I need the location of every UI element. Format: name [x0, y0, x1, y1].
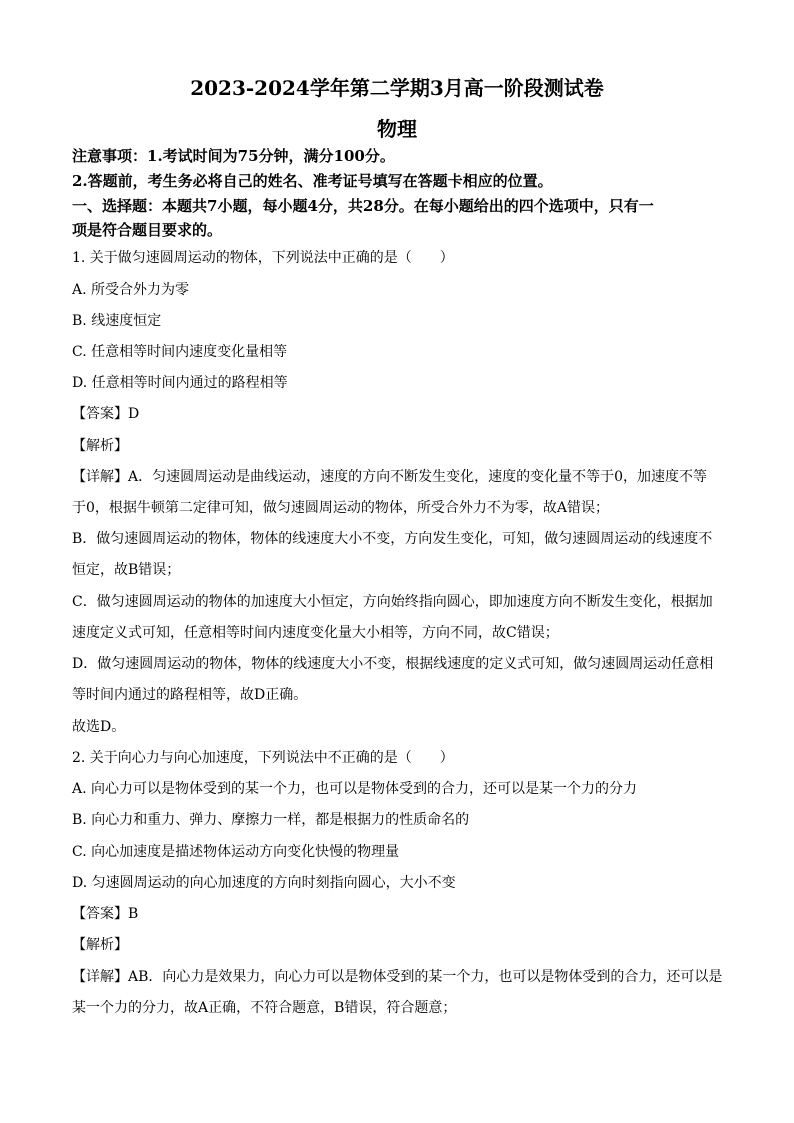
- q2-stem: 2. 关于向心力与向心加速度，下列说法中不正确的是（ ）: [72, 750, 454, 766]
- q1-stem: 1. 关于做匀速圆周运动的物体，下列说法中正确的是（ ）: [72, 250, 454, 266]
- q1-detail-line: 于0，根据牛顿第二定律可知，做匀速圆周运动的物体，所受合外力不为零，故A错误；: [72, 500, 610, 516]
- q2-detail-line: 【详解】AB．向心力是效果力，向心力可以是物体受到的某一个力，也可以是物体受到的合力，还可以是: [72, 969, 723, 985]
- exam-title: 2023-2024学年第二学期3月高一阶段测试卷: [190, 76, 604, 100]
- q1-detail-line: C．做匀速圆周运动的物体的加速度大小恒定，方向始终指向圆心，即加速度方向不断发生变化，根据加: [72, 594, 713, 610]
- q1-option-a: A. 所受合外力为零: [72, 282, 190, 298]
- q1-detail-line: B．做匀速圆周运动的物体，物体的线速度大小不变，方向发生变化，可知，做匀速圆周运动的线速度不: [72, 531, 713, 547]
- q2-answer: 【答案】B: [72, 906, 139, 922]
- q2-option-d: D. 匀速圆周运动的向心加速度的方向时刻指向圆心，大小不变: [72, 875, 456, 891]
- q1-detail-line: D．做匀速圆周运动的物体，物体的线速度大小不变，根据线速度的定义式可知，做匀速圆周运动任意相: [72, 656, 714, 672]
- q1-detail-line: 恒定，故B错误；: [72, 562, 181, 578]
- subject-title: 物理: [377, 117, 417, 141]
- q1-detail-line: 故选D。: [72, 719, 126, 735]
- q2-option-a: A. 向心力可以是物体受到的某一个力，也可以是物体受到的合力，还可以是某一个力的分力: [72, 781, 638, 797]
- q1-analysis-label: 【解析】: [72, 438, 128, 454]
- section-heading-line-1: 一、选择题：本题共7小题，每小题4分，共28分。在每小题给出的四个选项中，只有一: [72, 197, 654, 215]
- q1-detail-line: 速度定义式可知，任意相等时间内速度变化量大小相等，方向不同，故C错误；: [72, 625, 559, 641]
- q1-answer: 【答案】D: [72, 406, 140, 422]
- q2-detail-line: 某一个力的分力，故A正确，不符合题意，B错误，符合题意；: [72, 1000, 457, 1016]
- q2-option-c: C. 向心加速度是描述物体运动方向变化快慢的物理量: [72, 844, 400, 860]
- q1-detail-line: 【详解】A．匀速圆周运动是曲线运动，速度的方向不断发生变化，速度的变化量不等于0，加速度不等: [72, 469, 708, 485]
- q2-option-b: B. 向心力和重力、弹力、摩擦力一样，都是根据力的性质命名的: [72, 812, 470, 828]
- q1-option-d: D. 任意相等时间内通过的路程相等: [72, 375, 288, 391]
- q1-detail-line: 等时间内通过的路程相等，故D正确。: [72, 687, 308, 703]
- q2-analysis-label: 【解析】: [72, 937, 128, 953]
- notice-line-2: 2.答题前，考生务必将自己的姓名、准考证号填写在答题卡相应的位置。: [72, 172, 553, 190]
- notice-line-1: 注意事项：1.考试时间为75分钟，满分100分。: [72, 147, 395, 165]
- q1-option-b: B. 线速度恒定: [72, 313, 162, 329]
- q1-option-c: C. 任意相等时间内速度变化量相等: [72, 344, 288, 360]
- section-heading-line-2: 项是符合题目要求的。: [72, 221, 223, 239]
